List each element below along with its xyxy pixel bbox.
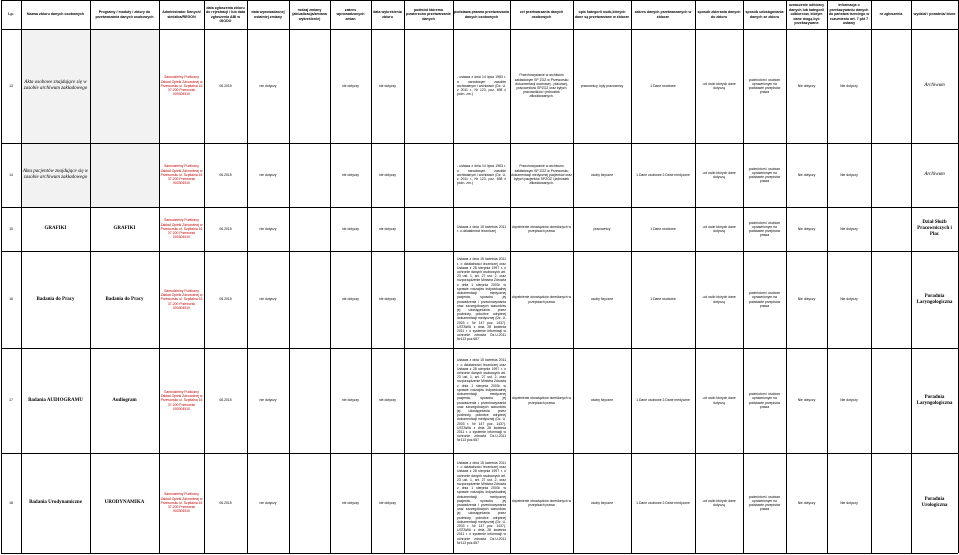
cell-oznaczenie-odbiorcy: Nie dotyczy bbox=[797, 172, 816, 177]
cell-opis-kategorii: osoby fizyczne bbox=[590, 500, 614, 505]
cell-data-wykreslenia: nie dotyczy bbox=[379, 172, 396, 177]
header-rodzaj-zmiany: rodzaj zmiany (aktualizacja/zmiana wykreślenie) bbox=[292, 7, 327, 21]
grid-vline bbox=[289, 0, 290, 553]
cell-zakres-danych: 1.Dane osobowe bbox=[650, 83, 676, 88]
cell-wydzial: Poradnia Laryngologiczna bbox=[916, 293, 953, 305]
cell-programy: GRAFIKI bbox=[113, 226, 136, 231]
header-podstawa-prawna: podstawa prawna przetwarzania danych osobowych bbox=[454, 10, 509, 19]
grid-vline bbox=[90, 0, 91, 553]
cell-podstawa-prawna: Ustawa z dnia 15 kwietnia 2011 r. o działalności leczniczej bbox=[457, 224, 506, 233]
header-informacja-panstwo-trzecie: informacja o przekazywaniu danych do państwa trzeciego w rozumieniu art. 7 pkt 7 ustawy bbox=[828, 3, 870, 26]
grid-vline bbox=[1, 0, 2, 553]
cell-cel: dopełnienie obowiązków określonych w przepisach prawa bbox=[511, 224, 572, 233]
cell-data-zmiany: nie dotyczy bbox=[259, 226, 277, 231]
header-opis-kategorii: opis kategorii osób,których dane są przetwarzane w zbiorze bbox=[574, 10, 630, 19]
header-podmiot: podmiot któremu powierzono przetwarzanie danych bbox=[406, 7, 451, 21]
cell-oznaczenie-odbiorcy: Nie dotyczy bbox=[797, 297, 816, 302]
cell-podstawa-prawna: - ustawa z dnia 14 lipca 1983 r. o narodowym zasobie archiwalnym i archiwach (Dz. U. z 2011 r., Nr 123, poz. 698 z późn. zm.) bbox=[457, 75, 506, 97]
cell-zakres-zmian: nie dotyczy bbox=[342, 297, 359, 302]
cell-informacja-panstwo-trzecie: Nie dotyczy bbox=[840, 226, 858, 231]
cell-sposob-zbierania: -od osób których dane dotyczą bbox=[702, 396, 736, 405]
cell-lp: 15 bbox=[9, 226, 13, 231]
grid-vline bbox=[827, 0, 828, 553]
cell-wydzial: Poradnia Urologiczna bbox=[921, 497, 948, 508]
cell-opis-kategorii: osoby fizyczne bbox=[590, 398, 614, 403]
header-zakres-danych: zakres danych przetwarzanych w zbiorze bbox=[634, 10, 692, 19]
grid-vline bbox=[247, 0, 248, 553]
cell-zakres-danych: 1.Dane osobowe 2.Dane medyczne bbox=[636, 172, 690, 177]
cell-sposob-zbierania: -od osób których dane dotyczą bbox=[702, 498, 736, 507]
grid-hline bbox=[1, 553, 958, 554]
cell-zakres-zmian: nie dotyczy bbox=[342, 83, 359, 88]
cell-oznaczenie-odbiorcy: Nie dotyczy bbox=[797, 83, 816, 88]
grid-vline bbox=[871, 0, 872, 553]
cell-cel: dopełnienie obowiązków określonych w przepisach prawa bbox=[511, 498, 572, 507]
header-cel: cel przetwarzania danych osobowych bbox=[519, 10, 564, 19]
grid-hline bbox=[1, 0, 958, 1]
cell-cel: Przechowywanie w archiwum zakładowym SP ZOZ w Przeworsku dokumentacji medycznej pacjentów oraz byłych pacjentów SPZOZ i jednostek zlikwidowanych. bbox=[511, 164, 572, 186]
header-nr-zgloszenia: nr zgłoszenia bbox=[879, 12, 903, 17]
grid-vline bbox=[330, 0, 331, 553]
cell-wydzial: Archiwum bbox=[924, 172, 945, 177]
cell-nazwa-zbioru: Badania Urodynamiczne bbox=[29, 500, 82, 505]
cell-wydzial: Poradnia Laryngologiczna bbox=[916, 394, 953, 406]
header-lp: Lp. bbox=[8, 12, 14, 17]
cell-podstawa-prawna: - ustawa z dnia 14 lipca 1983 r. o narodowym zasobie archiwalnym i archiwach (Dz. U. z 2011 r., Nr 123, poz. 698 z późn. zm.) bbox=[457, 164, 506, 186]
cell-cel: dopełnienie obowiązków określonych w przepisach prawa bbox=[511, 396, 572, 405]
cell-informacja-panstwo-trzecie: Nie dotyczy bbox=[840, 500, 858, 505]
grid-vline bbox=[911, 0, 912, 553]
cell-nazwa-zbioru: Akta pacjentów znajdujące się w zasobie archiwum zakładowego bbox=[22, 169, 89, 180]
cell-nazwa-zbioru: GRAFIKI bbox=[44, 226, 67, 231]
grid-hline bbox=[1, 143, 958, 144]
cell-cel: Przechowywanie w archiwum zakładowym SP ZOZ w Przeworsku dokumentacji osobowej - płacowej, pracowników SPZOZ oraz byłych pracowników i jednostek zlikwidowanych. bbox=[514, 73, 569, 99]
cell-data-zmiany: nie dotyczy bbox=[259, 172, 277, 177]
cell-data-zmiany: nie dotyczy bbox=[259, 297, 277, 302]
register-table bbox=[1, 0, 958, 553]
cell-sposob-zbierania: -od osób których dane dotyczą bbox=[702, 224, 736, 233]
cell-zakres-zmian: nie dotyczy bbox=[342, 398, 359, 403]
cell-wydzial: Archiwum bbox=[924, 83, 945, 88]
cell-programy: Badania do Pracy bbox=[105, 296, 144, 302]
cell-data-zmiany: nie dotyczy bbox=[259, 500, 277, 505]
cell-opis-kategorii: pracownicy bbox=[593, 226, 611, 231]
grid-hline bbox=[1, 251, 958, 252]
cell-opis-kategorii: osoby fizyczne bbox=[590, 172, 614, 177]
cell-sposob-zbierania: -od osób których dane dotyczą bbox=[702, 170, 736, 179]
cell-data-zgloszenia: 06.2015 bbox=[219, 297, 232, 302]
cell-zakres-zmian: nie dotyczy bbox=[342, 226, 359, 231]
cell-lp: 18 bbox=[9, 500, 13, 505]
cell-podstawa-prawna: Ustawa z dnia 15 kwietnia 2011 r. o działalności leczniczej oraz Ustawa z 28 sierpnia 1997 r. o ochronie danych osobowych art. 23 ust. 1, art. 27 ust. 2, oraz rozporządzenie Ministra Zdrowia z dnia 1 sierpnia 2003r. w sprawie rodzajów indywidualnej dokumentacji medycznej pacjenta, sposobu jej prowadzenia i przechowywania oraz szczegółowych warunków jej udostępniania przez podmioty, pokrótce odrębnej dokumentacji medycznej (Dz. U. 2003 r. Nr 147 poz. 1437). USTAWA z dnia 28 kwietnia 2011 r. o systemie informacji w ochronie zdrowia Dz.U.2011 Nr113 poz.657 bbox=[457, 460, 506, 545]
grid-vline bbox=[786, 0, 787, 553]
grid-vline bbox=[453, 0, 454, 553]
header-data-zgloszenia: data zgłoszenia zbioru do rejestracji / lub data zgłoszenia ABI w GIODO bbox=[205, 5, 246, 23]
cell-opis-kategorii: osoby fizyczne bbox=[590, 297, 614, 302]
cell-podstawa-prawna: Ustawa z dnia 15 kwietnia 2011 r. o działalności leczniczej oraz Ustawa z 28 sierpnia 1997 r. o ochronie danych osobowych art. 23 ust. 1, art. 27 ust. 2, oraz rozporządzenie Ministra Zdrowia z dnia 1 sierpnia 2003r. w sprawie rodzajów indywidualnej dokumentacji medycznej pacjenta, sposobu jej prowadzenia i przechowywania oraz szczegółowych warunków jej udostępniania przez podmioty, pokrótce odrębnej dokumentacji medycznej (Dz. U. 2003 r. Nr 147 poz. 1437). USTAWA z dnia 28 kwietnia 2011 r. o systemie informacji w ochronie zdrowia Dz.U.2011 Nr113 poz.657 bbox=[457, 257, 506, 342]
cell-data-wykreslenia: nie dotyczy bbox=[379, 297, 396, 302]
cell-sposob-udostepniania: podmiotom i osobom uprawnionym na podstawie przepisów prawa bbox=[748, 77, 781, 95]
cell-data-wykreslenia: nie dotyczy bbox=[379, 226, 396, 231]
cell-zakres-danych: 1.Dane osobowe bbox=[650, 297, 676, 302]
cell-lp: 17 bbox=[9, 398, 13, 403]
cell-zakres-danych: 1.Dane osobowe bbox=[650, 226, 676, 231]
header-sposob-zbierania: sposób zbierania danych do zbioru bbox=[697, 10, 741, 19]
grid-vline bbox=[371, 0, 372, 553]
cell-programy bbox=[90, 29, 159, 143]
grid-hline bbox=[1, 29, 958, 30]
grid-vline bbox=[510, 0, 511, 553]
cell-sposob-zbierania: -od osób których dane dotyczą bbox=[702, 81, 736, 90]
header-wydzial: wydział / poradnia/ biuro bbox=[913, 12, 956, 17]
cell-sposob-udostepniania: podmiotom i osobom uprawnionym na podstawie przepisów prawa bbox=[748, 392, 781, 409]
header-oznaczenie-odbiorcy: oznaczenie odbiorcy danych lub kategorii odbiorców, którym dane mogą być przekazywane bbox=[788, 3, 825, 26]
cell-oznaczenie-odbiorcy: Nie dotyczy bbox=[797, 398, 816, 403]
header-administrator: Administrator Danych/ siedziba/REGON bbox=[162, 10, 201, 19]
grid-vline bbox=[204, 0, 205, 553]
cell-data-zgloszenia: 06.2015 bbox=[219, 83, 232, 88]
cell-sposob-zbierania: -od osób których dane dotyczą bbox=[702, 295, 736, 304]
grid-hline bbox=[1, 453, 958, 454]
cell-data-zgloszenia: 06.2015 bbox=[219, 172, 232, 177]
cell-informacja-panstwo-trzecie: Nie dotyczy bbox=[840, 297, 858, 302]
cell-zakres-zmian: nie dotyczy bbox=[342, 500, 359, 505]
cell-data-wykreslenia: nie dotyczy bbox=[379, 398, 396, 403]
cell-oznaczenie-odbiorcy: Nie dotyczy bbox=[797, 226, 816, 231]
cell-data-wykreslenia: nie dotyczy bbox=[379, 500, 396, 505]
cell-zakres-danych: 1.Dane osobowe 2.Dane medyczne bbox=[636, 500, 690, 505]
cell-programy bbox=[90, 143, 159, 207]
cell-zakres-zmian: nie dotyczy bbox=[342, 172, 359, 177]
grid-vline bbox=[695, 0, 696, 553]
grid-hline bbox=[1, 207, 958, 208]
cell-data-zgloszenia: 06.2015 bbox=[219, 226, 232, 231]
cell-lp: 16 bbox=[9, 297, 13, 302]
cell-data-zmiany: nie dotyczy bbox=[259, 398, 277, 403]
grid-vline bbox=[159, 0, 160, 553]
cell-opis-kategorii: pracownicy, były pracownicy bbox=[580, 83, 624, 88]
grid-vline bbox=[573, 0, 574, 553]
cell-data-zgloszenia: 06.2015 bbox=[219, 398, 232, 403]
cell-administrator: Samodzielny Publiczny Zakład Opieki Zdrowotnej w Przeworsku ul. Szpitalna 16 37-200 Przeworsk 000304510 bbox=[160, 389, 203, 411]
cell-data-wykreslenia: nie dotyczy bbox=[379, 83, 396, 88]
cell-administrator: Samodzielny Publiczny Zakład Opieki Zdrowotnej w Przeworsku ul. Szpitalna 16 37-200 Przeworsk 000304510 bbox=[160, 218, 203, 240]
cell-zakres-danych: 1.Dane osobowe 2.Dane medyczne bbox=[636, 398, 690, 403]
grid-vline bbox=[631, 0, 632, 553]
cell-sposob-udostepniania: podmiotom i osobom uprawnionym na podstawie przepisów prawa bbox=[748, 494, 781, 512]
cell-administrator: Samodzielny Publiczny Zakład Opieki Zdrowotnej w Przeworsku ul. Szpitalna 16 37-200 Przeworsk 000304510 bbox=[160, 164, 203, 186]
cell-informacja-panstwo-trzecie: Nie dotyczy bbox=[840, 172, 858, 177]
header-zakres-zmian: zakres wprowadzonych zmian bbox=[336, 7, 365, 21]
grid-vline bbox=[743, 0, 744, 553]
cell-data-zgloszenia: 06.2015 bbox=[219, 500, 232, 505]
cell-sposob-udostepniania: podmiotom i osobom uprawnionym na podstawie przepisów prawa bbox=[748, 166, 781, 184]
cell-nazwa-zbioru: Akta osobowe znajdujące się w zasobie archiwum zakładowego bbox=[23, 80, 88, 91]
header-data-wykreslenia: data wykreślenia zbioru bbox=[373, 10, 402, 19]
cell-informacja-panstwo-trzecie: Nie dotyczy bbox=[840, 83, 858, 88]
cell-lp: 14 bbox=[9, 172, 13, 177]
cell-administrator: Samodzielny Publiczny Zakład Opieki Zdrowotnej w Przeworsku ul. Szpitalna 16 37-200 Przeworsk 000304510 bbox=[160, 492, 203, 514]
cell-administrator: Samodzielny Publiczny Zakład Opieki Zdrowotnej w Przeworsku ul. Szpitalna 16 37-200 Przeworsk 000304510 bbox=[160, 288, 203, 310]
header-programy: Programy / moduły / zbiory do przetwarzania danych osobowych bbox=[95, 10, 154, 19]
cell-programy: Audiogram bbox=[112, 397, 137, 403]
cell-administrator: Samodzielny Publiczny Zakład Opieki Zdrowotnej w Przeworsku ul. Szpitalna 16 37-200 Przeworsk 000304510 bbox=[160, 75, 203, 97]
cell-programy: URODYNAMIKA bbox=[104, 500, 145, 505]
grid-vline bbox=[21, 0, 22, 553]
cell-cel: dopełnienie obowiązków określonych w przepisach prawa bbox=[511, 295, 572, 304]
grid-hline bbox=[1, 348, 958, 349]
header-nazwa-zbioru: Nazwa zbioru danych osobowych bbox=[26, 12, 85, 17]
cell-oznaczenie-odbiorcy: Nie dotyczy bbox=[797, 500, 816, 505]
header-data-zmiany: data wprowadzonej ostatniej zmiany bbox=[251, 10, 285, 19]
cell-wydzial: Dział Służb Pracowniczych i Płac bbox=[917, 220, 952, 237]
cell-data-zmiany: nie dotyczy bbox=[259, 83, 277, 88]
grid-vline bbox=[404, 0, 405, 553]
cell-informacja-panstwo-trzecie: Nie dotyczy bbox=[840, 398, 858, 403]
cell-sposob-udostepniania: podmiotom i osobom uprawnionym na podstawie przepisów prawa bbox=[748, 220, 781, 238]
cell-lp: 13 bbox=[9, 83, 13, 88]
cell-podstawa-prawna: Ustawa z dnia 15 kwietnia 2011 r. o działalności leczniczej oraz Ustawa z 28 sierpnia 1997 r. o ochronie danych osobowych art. 23 ust. 1, art. 27 ust. 2, oraz rozporządzenie Ministra Zdrowia z dnia 1 sierpnia 2003r. w sprawie rodzajów indywidualnej dokumentacji medycznej pacjenta, sposobu jej prowadzenia i przechowywania oraz szczegółowych warunków jej udostępniania przez podmioty, pokrótce odrębnej dokumentacji medycznej (Dz. U. 2003 r. Nr 147 poz. 1437). USTAWA z dnia 28 kwietnia 2011 r. o systemie informacji w ochronie zdrowia Dz.U.2011 Nr113 poz.657 bbox=[457, 358, 506, 443]
cell-nazwa-zbioru: Badania AUDIOGRAMU bbox=[28, 397, 83, 403]
cell-sposob-udostepniania: podmiotom i osobom uprawnionym na podstawie przepisów prawa bbox=[748, 291, 781, 308]
header-sposob-udostepniania: sposób udostępniania danych ze zbioru bbox=[745, 10, 784, 19]
cell-nazwa-zbioru: Badania do Pracy bbox=[36, 296, 75, 302]
